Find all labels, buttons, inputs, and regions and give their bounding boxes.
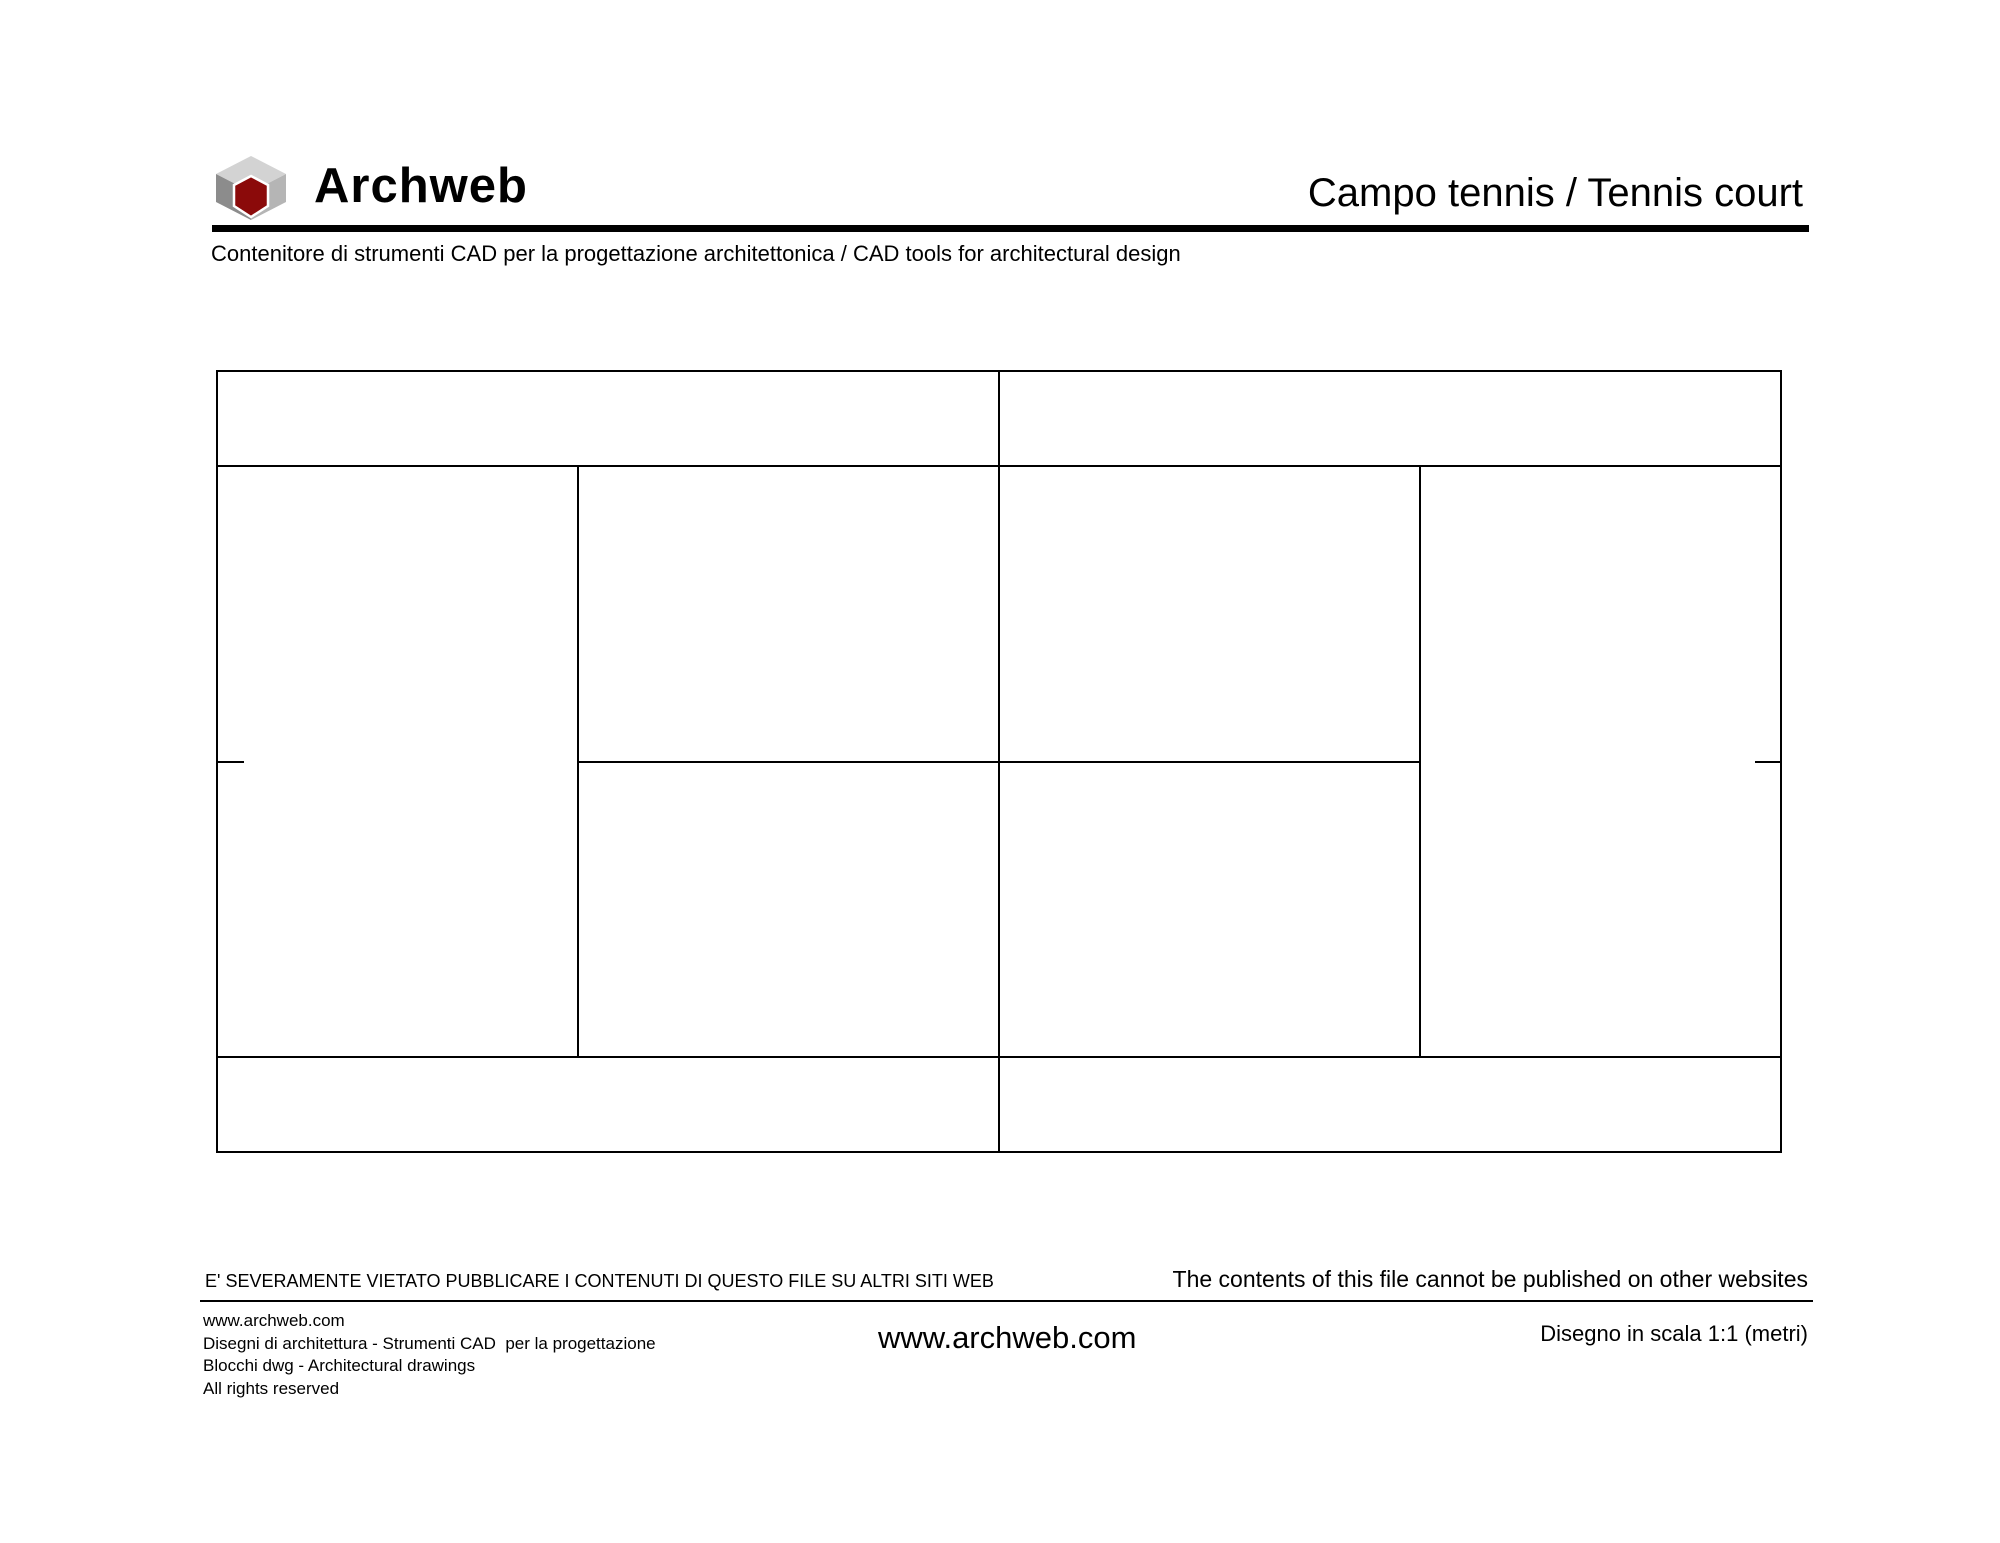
footer-website: www.archweb.com <box>878 1320 1137 1355</box>
footer-credit-line: www.archweb.com <box>203 1311 345 1330</box>
drawing-scale-note: Disegno in scala 1:1 (metri) <box>1540 1321 1808 1346</box>
sheet-title: Campo tennis / Tennis court <box>1307 171 1803 215</box>
tagline: Contenitore di strumenti CAD per la progettazione architettonica / CAD tools for architectural design <box>211 241 1181 266</box>
footer-rule <box>200 1300 1813 1302</box>
footer-credits <box>203 1310 656 1400</box>
footer-credit-line: All rights reserved <box>203 1378 340 1398</box>
brand-name: Archweb <box>314 159 528 213</box>
footer-credit-line: Disegni di architettura - Strumenti CAD per la progettazione <box>203 1333 656 1353</box>
publication-notice-italian: E' SEVERAMENTE VIETATO PUBBLICARE I CONTENUTI DI QUESTO FILE SU ALTRI SITI WEB <box>205 1271 994 1291</box>
publication-notice-english: The contents of this file cannot be published on other websites <box>1172 1266 1808 1292</box>
footer-credit-line: Blocchi dwg - Architectural drawings <box>203 1356 476 1375</box>
